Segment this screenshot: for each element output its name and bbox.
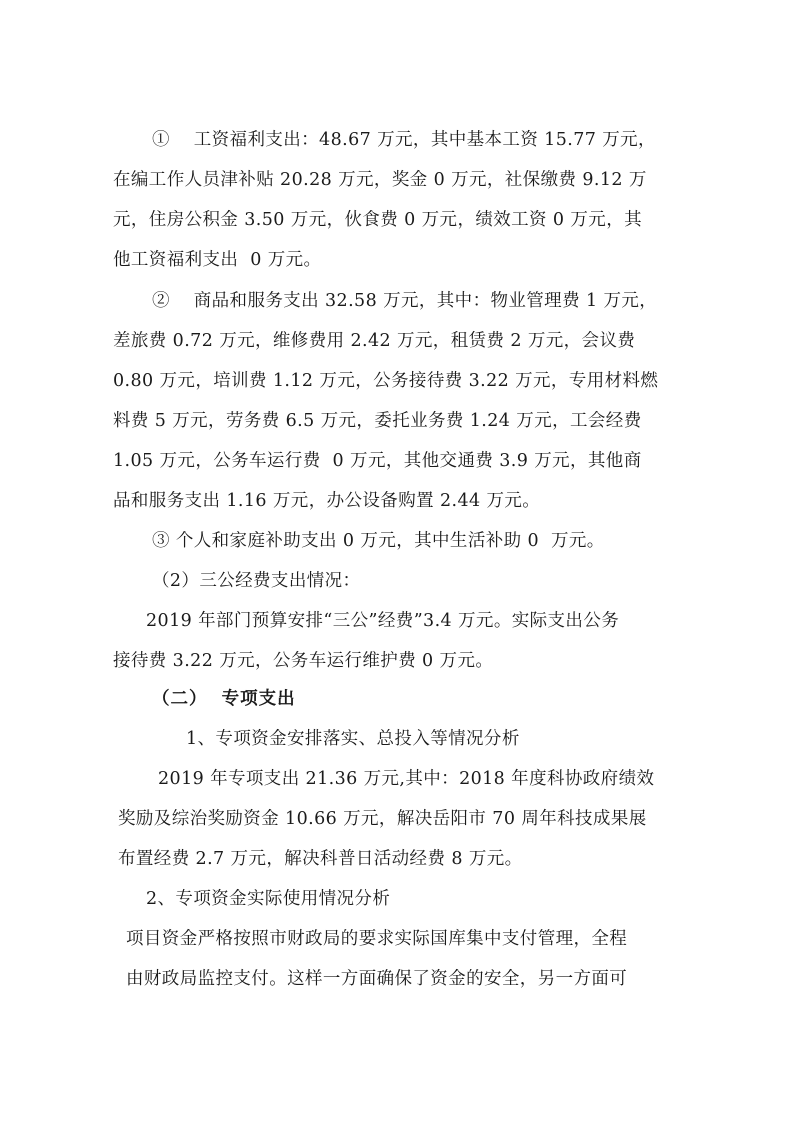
paragraph-line: 料费 5 万元，劳务费 6.5 万元，委托业务费 1.24 万元，工会经费 [113, 411, 642, 431]
subheading-line: 1、专项资金安排落实、总投入等情况分析 [186, 729, 520, 749]
paragraph-line: 布置经费 2.7 万元，解决科普日活动经费 8 万元。 [118, 849, 523, 869]
paragraph-line: 由财政局监控支付。这样一方面确保了资金的安全，另一方面可 [126, 969, 628, 989]
paragraph-line: 差旅费 0.72 万元，维修费用 2.42 万元，租赁费 2 万元，会议费 [113, 331, 636, 351]
paragraph-line: 品和服务支出 1.16 万元，办公设备购置 2.44 万元。 [113, 491, 541, 511]
paragraph-line: ① 工资福利支出：48.67 万元，其中基本工资 15.77 万元， [152, 130, 656, 150]
paragraph-line: 元，住房公积金 3.50 万元，伙食费 0 万元，绩效工资 0 万元，其 [113, 210, 643, 230]
subheading-line: 2、专项资金实际使用情况分析 [146, 889, 391, 909]
paragraph-line: 奖励及综治奖励资金 10.66 万元，解决岳阳市 70 周年科技成果展 [118, 809, 647, 829]
paragraph-line: ③ 个人和家庭补助支出 0 万元，其中生活补助 0 万元。 [152, 531, 605, 551]
paragraph-line: 在编工作人员津补贴 20.28 万元，奖金 0 万元，社保缴费 9.12 万 [113, 170, 647, 190]
paragraph-line: 2019 年部门预算安排“三公”经费”3.4 万元。实际支出公务 [146, 611, 620, 631]
paragraph-line: 0.80 万元，培训费 1.12 万元，公务接待费 3.22 万元，专用材料燃 [113, 371, 659, 391]
paragraph-line: 2019 年专项支出 21.36 万元,其中：2018 年度科协政府绩效 [158, 769, 655, 789]
subheading-line: （2）三公经费支出情况： [152, 571, 361, 591]
section-heading: （二） 专项支出 [152, 689, 296, 709]
paragraph-line: 项目资金严格按照市财政局的要求实际国库集中支付管理，全程 [126, 929, 628, 949]
paragraph-line: ② 商品和服务支出 32.58 万元，其中：物业管理费 1 万元， [152, 291, 658, 311]
paragraph-line: 他工资福利支出 0 万元。 [113, 250, 322, 270]
paragraph-line: 接待费 3.22 万元，公务车运行维护费 0 万元。 [113, 651, 494, 671]
paragraph-line: 1.05 万元，公务车运行费 0 万元，其他交通费 3.9 万元，其他商 [113, 451, 642, 471]
